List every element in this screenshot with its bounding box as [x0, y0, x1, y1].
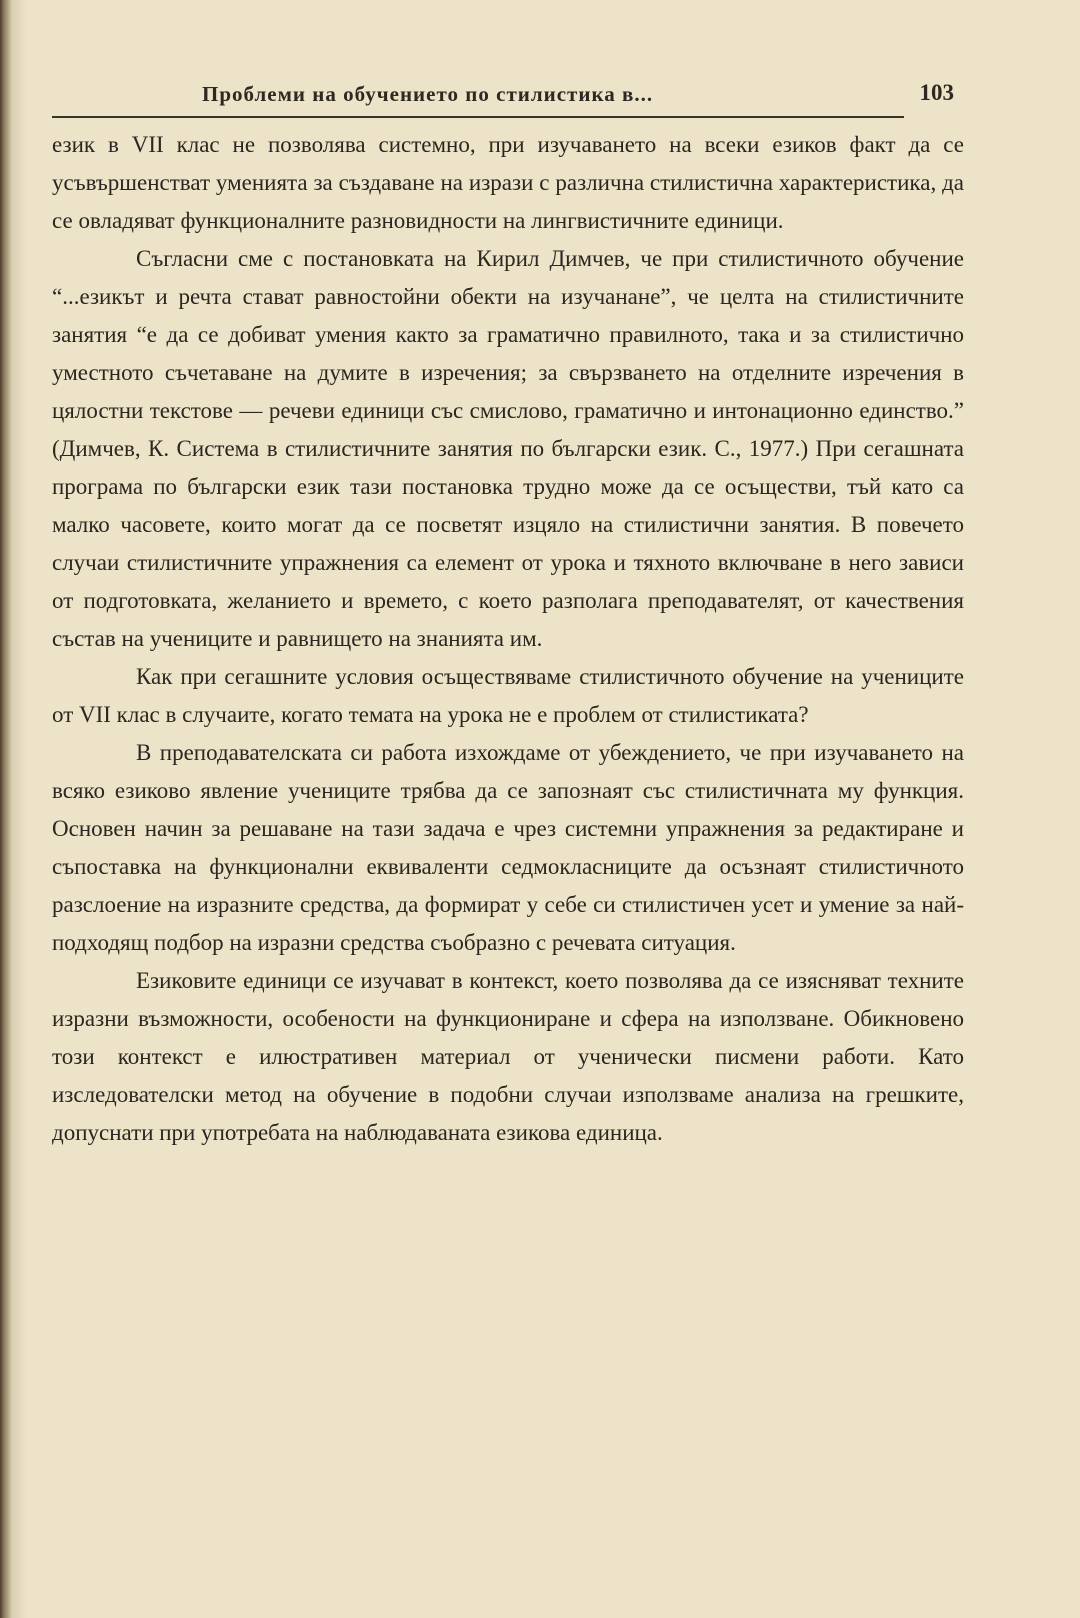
running-header	[52, 80, 954, 118]
running-title: Проблеми на обучението по стилистика в...	[202, 82, 654, 106]
paragraph: Как при сегашните условия осъществяваме стилистичното обучение на учениците от VII клас в случаите, когато темата на урока не е проблем от стилистиката?	[52, 664, 964, 727]
page-number: 103	[919, 80, 954, 105]
paragraph: В преподавателската си работа изхождаме от убеждението, че при изучаването на всяко езиково явление учениците трябва да се запознаят със стилистичната му функция. Основен начин за решаване на тази задача е чрез системни упражнения за редактиране и съпоставка на функционални еквиваленти седмокласниците да осъзнаят стилистичното разслоение на изразните средства, да формират у себе си стилистичен усет и умение за най-подходящ подбор на изразни средства съобразно с речевата ситуация.	[52, 740, 964, 955]
paragraph-continuation: език в VII клас не позволява системно, при изучаването на всеки езиков факт да се усъвършенстват уменията за създаване на изрази с различна стилистична характеристика, да се овладяват функционалните разновидности на лингвистичните единици.	[52, 132, 964, 233]
paragraph: Езиковите единици се изучават в контекст, което позволява да се изясняват техните изразни възможности, особености на функциониране и сфера на използване. Обикновено този контекст е илюстративен материал от ученически писмени работи. Като изследователски метод на обучение в подобни случаи използваме анализа на грешките, допуснати при употребата на наблюдаваната езикова единица.	[52, 968, 964, 1145]
body-text	[52, 126, 964, 1152]
paragraph: Съгласни сме с постановката на Кирил Димчев, че при стилистичното обучение “...езикът и речта стават равностойни обекти на изучанане”, че целта на стилистичните занятия “е да се добиват умения както за граматично правилното, така и за стилистично уместното съчетаване на думите в изречения; за свързването на отделните изречения в цялостни текстове — речеви единици със смислово, граматично и интонационно единство.” (Димчев, К. Система в стилистичните занятия по български език. С., 1977.) При сегашната програма по български език тази постановка трудно може да се осъществи, тъй като са малко часовете, които могат да се посветят изцяло на стилистични занятия. В повечето случаи стилистичните упражнения са елемент от урока и тяхното включване в него зависи от подготовката, желанието и времето, с което разполага преподавателят, от качествения състав на учениците и равнището на знанията им.	[52, 246, 964, 651]
